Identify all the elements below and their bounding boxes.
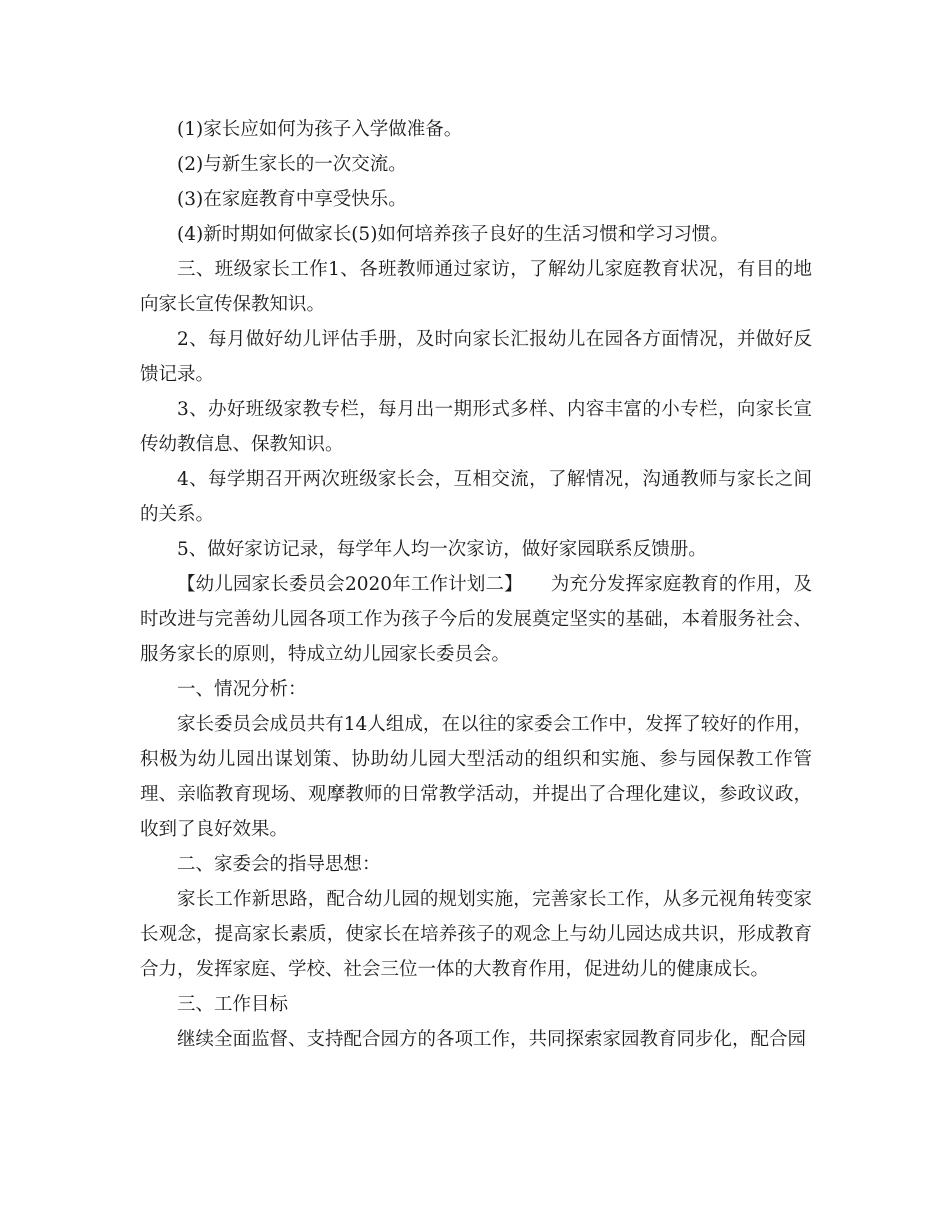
paragraph-plan-two-intro: 【幼儿园家长委员会2020年工作计划二】 为充分发挥家庭教育的作用，及时改进与完善幼儿园各项工作为孩子今后的发展奠定坚实的基础，本着服务社会、服务家长的原则，特成立幼儿园家长委员会。 [140, 574, 812, 665]
section-heading-guiding-thought: 二、家委会的指导思想： [177, 854, 381, 875]
paragraph-work-goals: 继续全面监督、支持配合园方的各项工作，共同探索家园教育同步化，配合园 [177, 1029, 807, 1050]
document-body [140, 112, 812, 1057]
paragraph-item-1: (1)家长应如何为孩子入学做准备。 [177, 119, 463, 140]
section-heading-situation: 一、情况分析： [177, 679, 307, 700]
paragraph-step-4: 4、每学期召开两次班级家长会，互相交流，了解情况，沟通教师与家长之间的关系。 [140, 469, 812, 525]
paragraph-item-2: (2)与新生家长的一次交流。 [177, 154, 407, 175]
paragraph-item-4: (4)新时期如何做家长(5)如何培养孩子良好的生活习惯和学习习惯。 [177, 224, 729, 245]
paragraph-step-3: 3、办好班级家教专栏，每月出一期形式多样、内容丰富的小专栏，向家长宣传幼教信息、保教知识。 [140, 399, 812, 455]
paragraph-step-5: 5、做好家访记录，每学年人均一次家访，做好家园联系反馈册。 [177, 539, 707, 560]
paragraph-item-3: (3)在家庭教育中享受快乐。 [177, 189, 407, 210]
section-heading-work-goals: 三、工作目标 [177, 994, 289, 1015]
paragraph-class-parent-work: 三、班级家长工作1、各班教师通过家访，了解幼儿家庭教育状况，有目的地向家长宣传保教知识。 [140, 259, 812, 315]
paragraph-step-2: 2、每月做好幼儿评估手册，及时向家长汇报幼儿在园各方面情况，并做好反馈记录。 [140, 329, 812, 385]
paragraph-guiding-thought: 家长工作新思路，配合幼儿园的规划实施，完善家长工作，从多元视角转变家长观念，提高家长素质，使家长在培养孩子的观念上与幼儿园达成共识，形成教育合力，发挥家庭、学校、社会三位一体的大教育作用，促进幼儿的健康成长。 [140, 889, 812, 980]
paragraph-situation: 家长委员会成员共有14人组成，在以往的家委会工作中，发挥了较好的作用，积极为幼儿园出谋划策、协助幼儿园大型活动的组织和实施、参与园保教工作管理、亲临教育现场、观摩教师的日常教学活动，并提出了合理化建议，参政议政，收到了良好效果。 [140, 714, 812, 840]
